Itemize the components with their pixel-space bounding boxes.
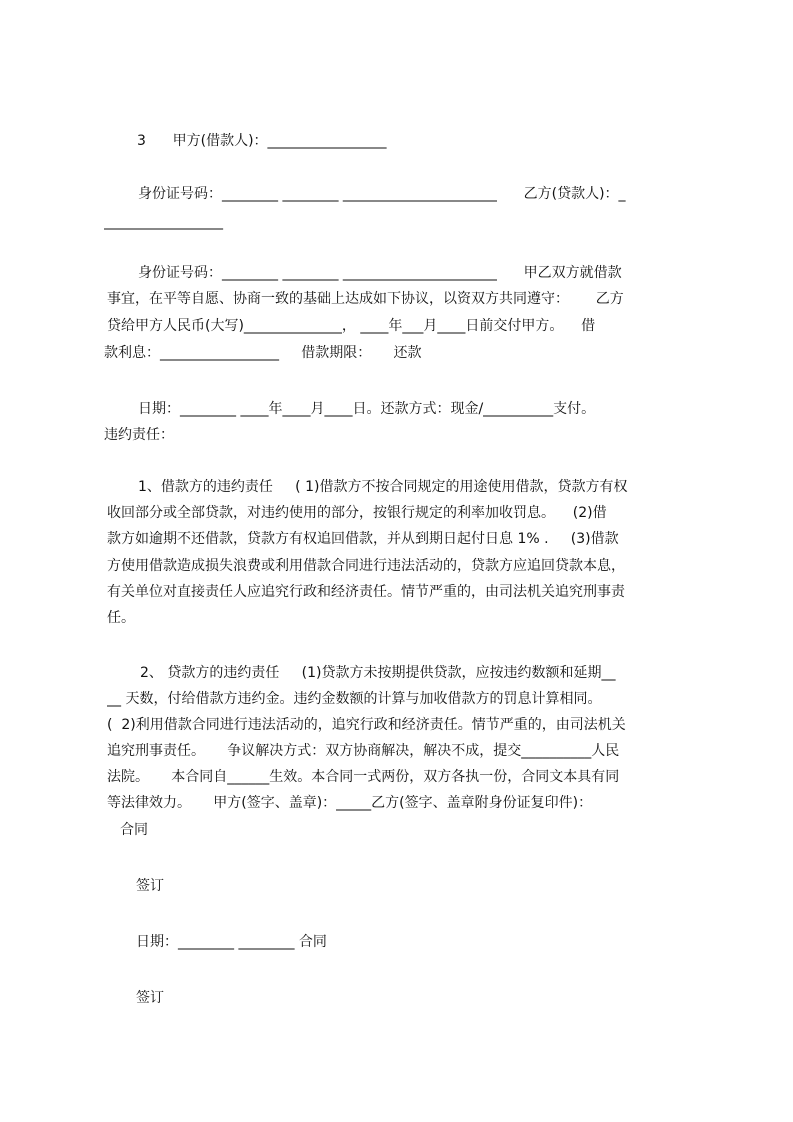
paragraph-line: __ 天数，付给借款方违约金。违约金数额的计算与加收借款方的罚息计算相同。 bbox=[107, 691, 602, 707]
paragraph-line: 2、 贷款方的违约责任 (1)贷款方未按期提供贷款，应按违约数额和延期__ bbox=[140, 665, 616, 681]
paragraph-line: 有关单位对直接责任人应追究行政和经济责任。情节严重的，由司法机关追究刑事责 bbox=[107, 584, 625, 600]
paragraph-line: 方使用借款造成损失浪费或利用借款合同进行违法活动的，贷款方应追回贷款本息， bbox=[107, 558, 625, 574]
party-a-line: 3 甲方(借款人)：_________________ bbox=[137, 133, 387, 149]
paragraph-line: 贷给甲方人民币(大写)______________， ____年___月____日前交付甲方。 借 bbox=[107, 318, 596, 334]
signing-date-line: 日期：________ ________ 合同 bbox=[136, 934, 327, 950]
id-number-line-2: 身份证号码：________ ________ ______________________ 甲乙双方就借款 bbox=[138, 265, 622, 281]
paragraph-line: ( 2)利用借款合同进行违法活动的，追究行政和经济责任。情节严重的，由司法机关 bbox=[107, 717, 626, 733]
repayment-date-line: 日期：________ ____年____月____日。还款方式：现金/__________支付。 bbox=[138, 401, 596, 417]
paragraph-line: 款利息：_________________ 借款期限： 还款 bbox=[104, 345, 422, 361]
paragraph-line: 收回部分或全部贷款，对违约使用的部分，按银行规定的利率加收罚息。 (2)借 bbox=[107, 505, 607, 521]
paragraph-line: 1、借款方的违约责任 ( 1)借款方不按合同规定的用途使用借款，贷款方有权 bbox=[138, 479, 628, 495]
paragraph-line: 事宜，在平等自愿、协商一致的基础上达成如下协议，以资双方共同遵守： 乙方 bbox=[107, 291, 624, 307]
contract-label: 合同 bbox=[120, 822, 148, 838]
paragraph-line: 任。 bbox=[107, 610, 135, 626]
paragraph-line: 法院。 本合同自______生效。本合同一式两份，双方各执一份，合同文本具有同 bbox=[107, 769, 620, 785]
signing-label: 签订 bbox=[136, 878, 164, 894]
signing-label-2: 签订 bbox=[136, 990, 164, 1006]
paragraph-line: 款方如逾期不还借款，贷款方有权追回借款，并从到期日起付日息 1% . (3)借款 bbox=[107, 531, 619, 547]
id-number-line: 身份证号码：________ ________ ______________________ 乙方(贷款人)：_ bbox=[138, 186, 626, 202]
party-b-blank: _________________ bbox=[104, 214, 223, 230]
breach-heading: 违约责任： bbox=[104, 427, 174, 443]
signature-line: 等法律效力。 甲方(签字、盖章)：_____乙方(签字、盖章附身份证复印件)： bbox=[107, 795, 593, 811]
paragraph-line: 追究刑事责任。 争议解决方式：双方协商解决，解决不成，提交__________人民 bbox=[107, 743, 620, 759]
